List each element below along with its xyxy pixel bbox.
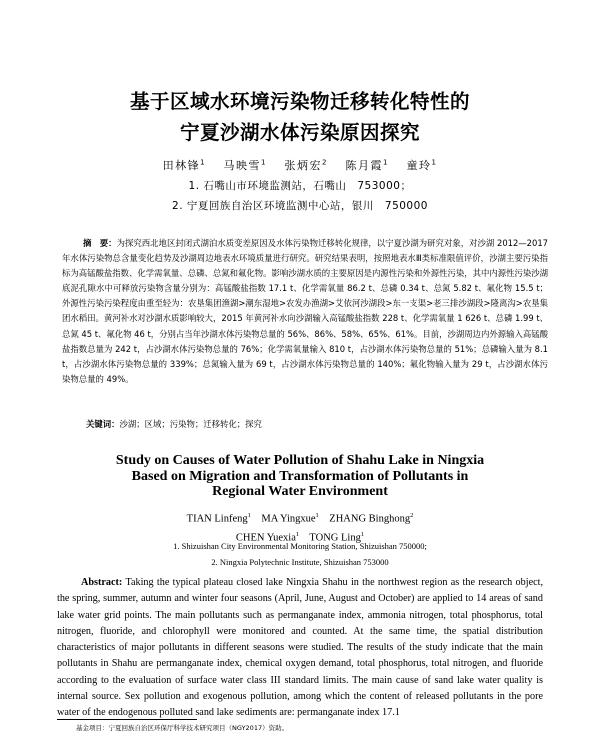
english-abstract-label: Abstract: — [81, 577, 123, 588]
author-affiliation-mark: 2 — [410, 512, 414, 519]
author-affiliation-mark: 1 — [247, 512, 251, 519]
english-affiliation-2: 2. Ningxia Polytechnic Institute, Shizuishan 753000 — [211, 557, 389, 567]
chinese-authors — [40, 157, 560, 173]
chinese-keywords — [86, 418, 262, 430]
author-name: 马映雪 — [223, 159, 262, 172]
author-name: TIAN Linfeng — [186, 513, 248, 525]
chinese-affiliation-1: 1. 石嘴山市环境监测站，石嘴山 753000； — [188, 180, 412, 192]
english-abstract — [57, 575, 543, 722]
author-affiliation-mark: 1 — [261, 158, 268, 167]
english-title — [60, 453, 540, 500]
author-affiliation-mark: 2 — [322, 158, 328, 167]
author-name: MA Yingxue — [261, 513, 316, 525]
author-affiliation-mark: 1 — [315, 512, 319, 519]
english-authors-line-1 — [40, 508, 560, 527]
author-affiliation-mark: 1 — [360, 530, 365, 538]
chinese-abstract-label: 摘 要： — [83, 238, 117, 248]
author-name: TONG Ling — [309, 532, 361, 543]
english-title-line-3: Regional Water Environment — [212, 484, 388, 499]
chinese-title-line-1: 基于区域水环境污染物迁移转化特性的 — [129, 90, 470, 113]
chinese-abstract — [62, 236, 548, 387]
author-name: 童玲 — [406, 159, 432, 172]
author-name: 田林锋 — [162, 159, 201, 172]
english-title-line-2: Based on Migration and Transformation of Pollutants in — [131, 468, 469, 484]
funding-footnote: 基金项目：宁夏回族自治区环保厅科学技术研究项目（NGY2017）资助。 — [76, 724, 289, 732]
footnote-divider — [57, 719, 197, 720]
chinese-abstract-text: 为探究西北地区封闭式湖泊水质变差原因及水体污染物迁移转化规律，以宁夏沙湖为研究对象，对沙湖 2012—2017 年水体污染物总含量变化趋势及沙湖周边地表水环境质量进行研究。研究结果表明，按照地表水Ⅲ类标准限值评价，沙湖主要污染指标为高锰酸盐指数、化学需氧量、总磷、总氮和氟化物。影响沙湖水质的主要原因是内源性污染和外源性污染，其中内源性污染沙湖底泥孔隙水中可释放污染物含量分别为：高锰酸盐指数 17.1 t、化学需氧量 86.2 t、总磷 0.34 t、总氮 5.82 t、氟化物 15.5 t；外源性污染污染程度由重至轻为：农垦集团渔湖>潮东湿地>农发办渔湖>艾依河沙湖段>东一支渠>老三排沙湖段>隆离沟>农垦集团水稻田。黄河补水对沙湖水质影响较大，2015 年黄河补水向沙湖输入高锰酸盐指数 228 t、化学需氧量 1 626 t、总磷 1.99 t、总氮 45 t、氟化物 46 t，分别占当年沙湖水体污染物总量的 56%、86%、58%、65%、61%。目前，沙湖周边内外源输入高锰酸盐指数总量为 242 t，占沙湖水体污染物总量的 76%；化学需氧量输入 810 t，占沙湖水体污染物总量的 51%；总磷输入量为 8.1 t，占沙湖水体污染物总量的 339%；总氮输入量为 69 t，占沙湖水体污染物总量的 140%；氟化物输入量为 29 t，占沙湖水体污染物总量的 49%。 — [62, 238, 549, 384]
author-name: ZHANG Binghong — [329, 513, 411, 525]
author-name: 张炳宏 — [284, 159, 323, 172]
english-authors — [40, 508, 560, 545]
author-affiliation-mark: 1 — [295, 530, 300, 538]
chinese-title-line-2: 宁夏沙湖水体污染原因探究 — [179, 121, 420, 144]
english-affiliation-1: 1. Shizuishan City Environmental Monitoring Station, Shizuishan 750000; — [173, 541, 427, 551]
author-affiliation-mark: 1 — [431, 158, 438, 167]
english-abstract-text: Taking the typical plateau closed lake Ningxia Shahu in the northwest region as the research object, the spring, summer, autumn and winter four seasons (April, June, August and October) are applied to 14 areas of sand lake water grid points. The main pollutants such as permanganate index, ammonia nitrogen, total phosphorus, total nitrogen, fluoride, and chlorophyll were monitored and counted. At the same time, the spatial distribution characteristics of major pollutants in different seasons were studied. The results of the study indicate that the main pollutants in Shahu are permanganate index, chemical oxygen demand, total phosphorus, total nitrogen, and fluoride according to the evaluation of surface water class III standard limits. The main cause of sand lake water quality is internal source. Sex pollution and exogenous pollution, among which the content of released pollutants in the pore water of the endogenous polluted sand lake sediments are: permanganate index 17.1 — [57, 577, 543, 719]
author-affiliation-mark: 1 — [200, 158, 207, 167]
author-affiliation-mark: 1 — [382, 158, 389, 167]
chinese-keywords-text: 沙湖；区域；污染物；迁移转化；探究 — [119, 419, 262, 429]
author-name: CHEN Yuexia — [235, 532, 296, 543]
author-name: 陈月霞 — [345, 159, 383, 172]
english-title-line-1: Study on Causes of Water Pollution of Shahu Lake in Ningxia — [115, 453, 485, 468]
chinese-affiliation-2: 2. 宁夏回族自治区环境监测中心站，银川 750000 — [172, 200, 428, 212]
chinese-keywords-label: 关键词： — [86, 419, 120, 429]
